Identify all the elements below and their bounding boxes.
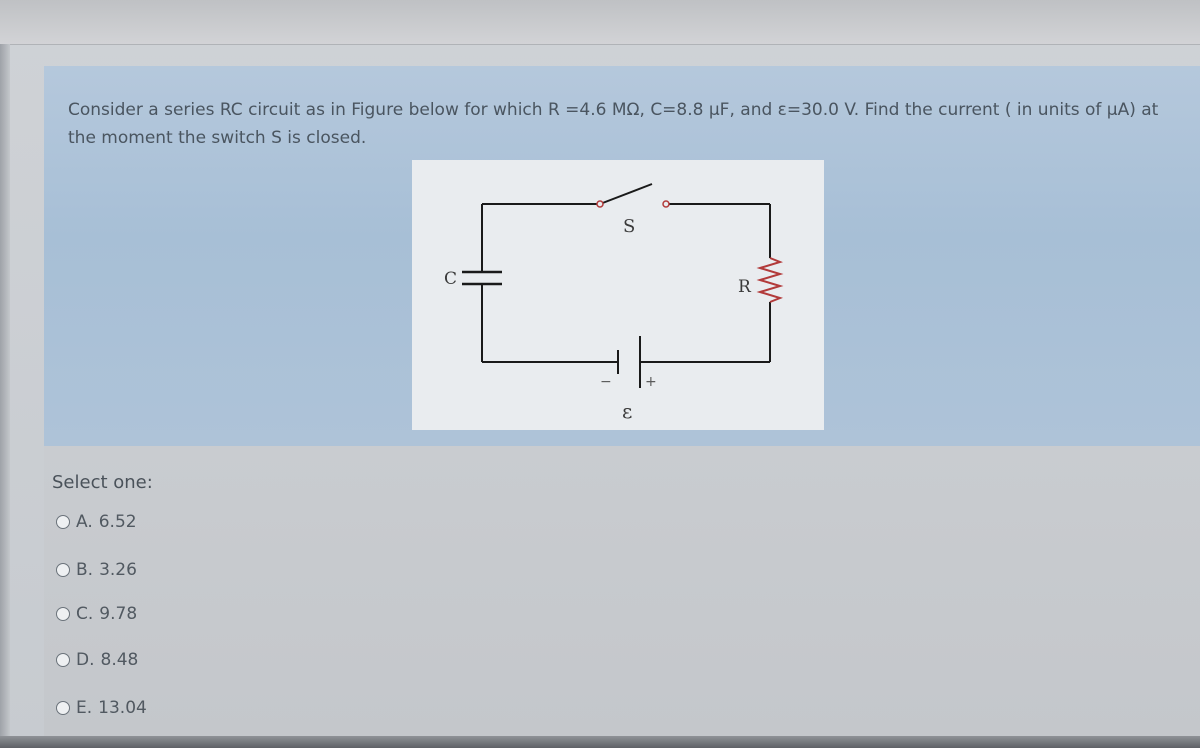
radio-d[interactable]	[56, 653, 70, 667]
left-edge	[0, 44, 10, 748]
switch-terminal-right	[663, 201, 669, 207]
resistor-label: R	[738, 277, 751, 297]
battery-minus-label: −	[600, 374, 612, 390]
resistor-symbol	[760, 258, 780, 302]
emf-label: ε	[622, 399, 633, 423]
page-bottom-strip	[0, 736, 1200, 748]
page-top-strip	[0, 0, 1200, 45]
capacitor-symbol	[462, 272, 502, 284]
answer-option-a[interactable]	[56, 512, 137, 532]
radio-e[interactable]	[56, 701, 70, 715]
battery-plus-label: +	[645, 374, 657, 390]
switch-terminal-left	[597, 201, 603, 207]
option-letter: B.	[76, 560, 94, 580]
radio-b[interactable]	[56, 563, 70, 577]
answer-option-e[interactable]	[56, 698, 147, 718]
capacitor-label: C	[444, 269, 458, 289]
option-letter: E.	[76, 698, 93, 718]
option-value: 6.52	[98, 512, 137, 532]
radio-a[interactable]	[56, 515, 70, 529]
option-value: 3.26	[99, 560, 137, 580]
battery-symbol	[618, 336, 640, 388]
answer-option-b[interactable]	[56, 560, 137, 580]
question-text: Consider a series RC circuit as in Figure below for which R =4.6 MΩ, C=8.8 μF, and ε=30.0 V. Find the current ( in units of μA) at the moment the switch S is closed.	[68, 100, 1159, 148]
option-value: 9.78	[99, 604, 138, 624]
option-letter: A.	[76, 512, 93, 532]
answer-option-c[interactable]	[56, 604, 137, 624]
switch-label: S	[623, 216, 636, 237]
option-letter: C.	[76, 604, 94, 624]
answer-area	[44, 446, 1200, 736]
rc-circuit-diagram	[412, 160, 824, 430]
select-one-label: Select one:	[52, 472, 153, 493]
answer-option-d[interactable]	[56, 650, 138, 670]
circuit-figure	[412, 160, 824, 430]
radio-c[interactable]	[56, 607, 70, 621]
option-value: 13.04	[98, 698, 147, 718]
option-value: 8.48	[100, 650, 139, 670]
switch-blade	[600, 184, 652, 204]
option-letter: D.	[76, 650, 95, 670]
